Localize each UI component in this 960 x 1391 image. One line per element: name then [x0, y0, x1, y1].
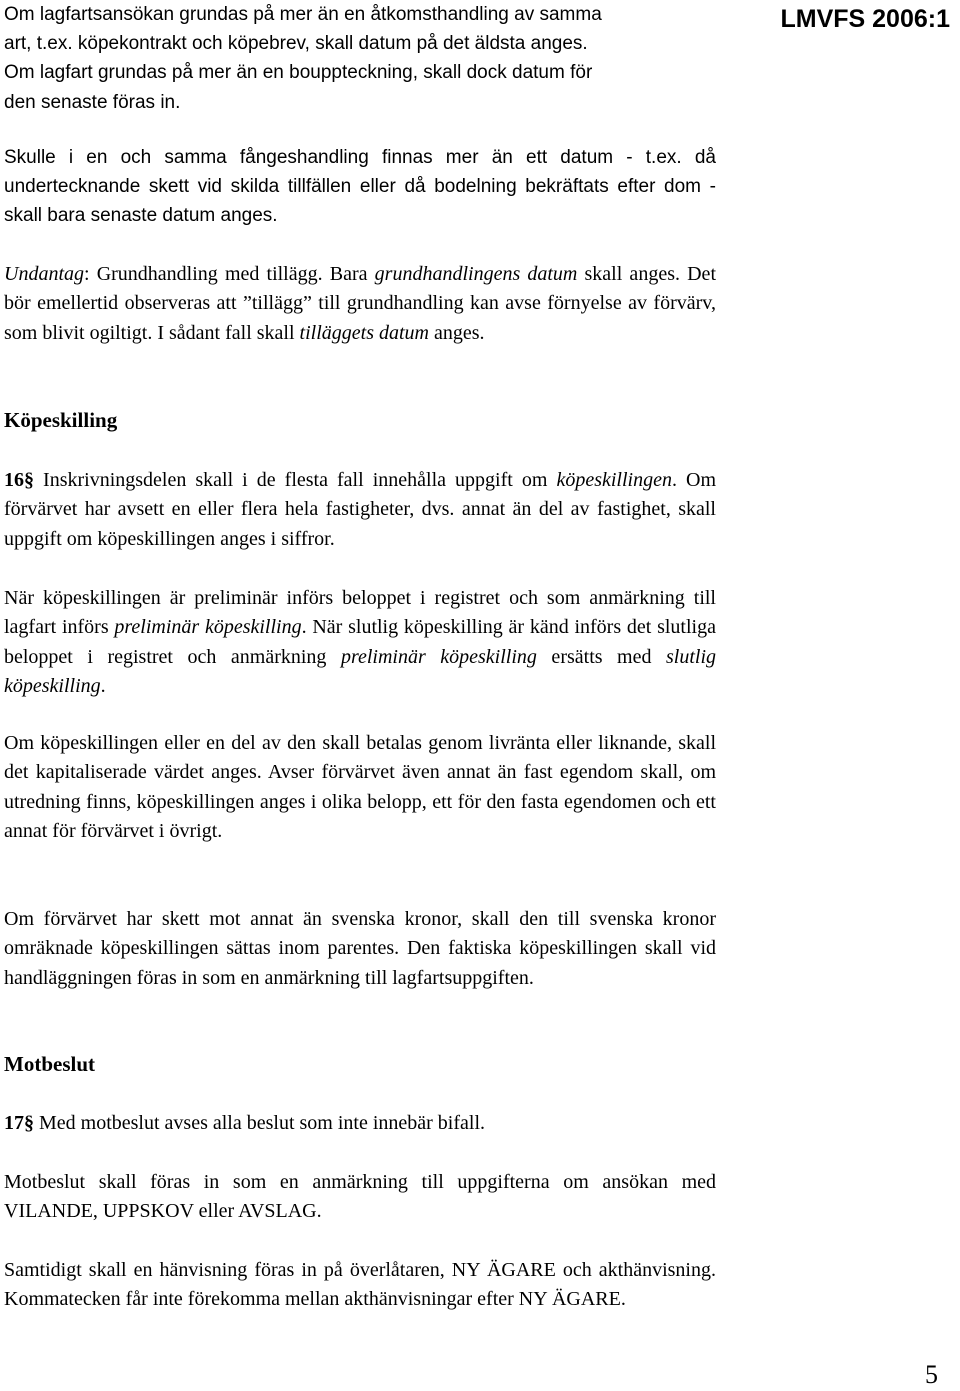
- referral-text: Samtidigt skall en hänvisning föras in på överlåtaren, NY ÄGARE och akthänvisning. Kommatecken får inte förekomma mellan akthänvisningar efter NY ÄGARE.: [4, 1259, 716, 1311]
- section-symbol: §: [24, 469, 34, 491]
- intro-line-1: Om lagfartsansökan grundas på mer än en åtkomsthandling av samma: [4, 4, 602, 25]
- section-17-text: Med motbeslut avses alla beslut som inte innebär bifall.: [34, 1112, 486, 1134]
- section-16-text-2: . Om förvärvet har avsett en eller flera hela fastigheter, dvs. annat än del av fastighet, skall uppgift om köpeskillingen anges i siffror.: [4, 469, 717, 550]
- section-17-paragraph: [4, 1109, 716, 1138]
- section-16-number: 16: [4, 469, 24, 491]
- intro-paragraph: [4, 0, 716, 117]
- referral-paragraph: [4, 1256, 716, 1315]
- currency-paragraph: [4, 905, 716, 993]
- multiple-dates-paragraph: [4, 143, 716, 231]
- annuity-paragraph: [4, 729, 716, 847]
- section-symbol: §: [24, 1112, 34, 1134]
- exception-label: Undantag: [4, 263, 84, 285]
- annuity-text: Om köpeskillingen eller en del av den skall betalas genom livränta eller liknande, skall det kapitaliserade värdet anges. Avser förvärvet även annat än fast egendom skall, om utredning finns, köpeskillingen anges i olika belopp, ett för den fasta egendomen och ett annat för förvärvet i övrigt.: [4, 732, 716, 843]
- preliminary-paragraph: [4, 584, 716, 702]
- exception-italic-2: tilläggets datum: [299, 321, 429, 344]
- currency-text: Om förvärvet har skett mot annat än svenska kronor, skall den till svenska kronor omräknade köpeskillingen sättas inom parentes. Den faktiska köpeskillingen skall vid handläggningen föras in som en anmärkning till lagfartsuppgiften.: [4, 908, 716, 989]
- preliminary-italic-3: slutlig köpeskilling: [4, 645, 717, 698]
- exception-paragraph: [4, 260, 716, 348]
- preliminary-italic-1: preliminär köpeskilling: [114, 616, 302, 639]
- section-16-italic: köpeskillingen: [556, 469, 672, 491]
- section-16-text-1: Inskrivningsdelen skall i de flesta fall innehålla uppgift om: [34, 469, 557, 491]
- preliminary-text-1: När köpeskillingen är preliminär införs beloppet i registret och som anmärkning till lagfart införs: [4, 587, 716, 639]
- exception-italic-1: grundhandlingens datum: [374, 263, 578, 285]
- heading-motbeslut: Motbeslut: [4, 1052, 95, 1076]
- section-17-number: 17: [4, 1112, 24, 1134]
- intro-line-2: art, t.ex. köpekontrakt och köpebrev, skall datum på det äldsta anges.: [4, 33, 588, 55]
- preliminary-text-4: .: [100, 675, 106, 698]
- preliminary-text-2: . När slutlig köpeskilling är känd införs det slutliga beloppet i registret och anmärkning: [4, 616, 716, 668]
- preliminary-text-3: ersätts med: [536, 645, 666, 668]
- section-16-paragraph: [4, 466, 716, 554]
- intro-line-4: den senaste föras in.: [4, 91, 181, 113]
- multiple-dates-text: Skulle i en och samma fångeshandling finnas mer än ett datum - t.ex. då undertecknande skett vid skilda tillfällen eller då bodelning bekräftats efter dom - skall bara senaste datum anges.: [4, 147, 716, 227]
- heading-kopeskilling: Köpeskilling: [4, 408, 118, 432]
- exception-text-3: anges.: [428, 321, 485, 344]
- preliminary-italic-2: preliminär köpeskilling: [340, 645, 537, 668]
- exception-text-2: skall anges. Det bör emellertid observeras att ”tillägg” till grundhandling kan avse förnyelse av förvärv, som blivit ogiltigt. I sådant fall skall: [4, 263, 716, 344]
- motbeslut-note-text: Motbeslut skall föras in som en anmärkning till uppgifterna om ansökan med VILANDE, UPPSKOV eller AVSLAG.: [4, 1171, 716, 1223]
- page-number: 5: [925, 1360, 938, 1389]
- motbeslut-note-paragraph: [4, 1168, 716, 1227]
- intro-line-3: Om lagfart grundas på mer än en bouppteckning, skall dock datum för: [4, 62, 593, 84]
- document-code: LMVFS 2006:1: [780, 5, 950, 33]
- exception-text-1: : Grundhandling med tillägg. Bara: [84, 263, 375, 285]
